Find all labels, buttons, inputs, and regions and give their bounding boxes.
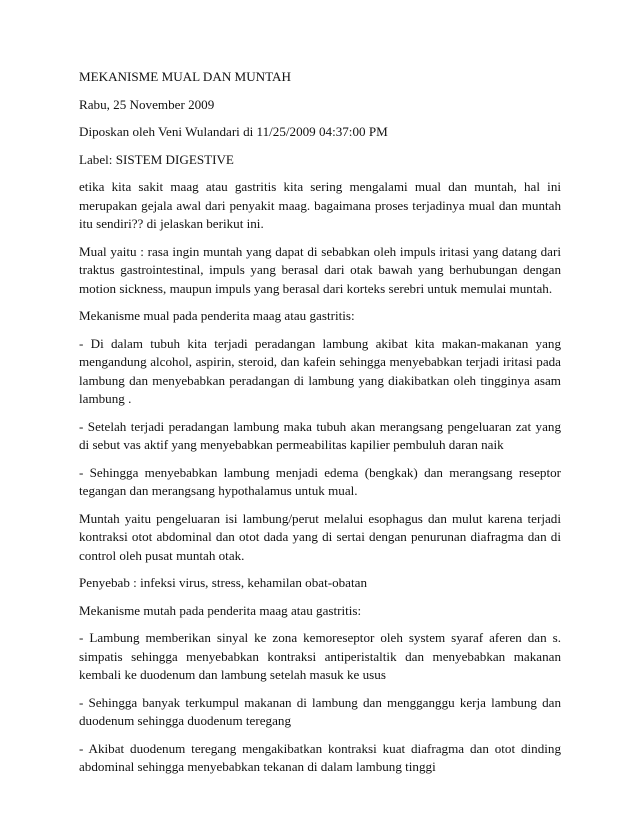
post-label: Label: SISTEM DIGESTIVE (79, 151, 234, 167)
paragraph-muntah-step-3: - Akibat duodenum teregang mengakibatkan kontraksi kuat diafragma dan otot dinding abdominal sehingga menyebabkan tekanan di dalam lambung tinggi (79, 740, 561, 774)
paragraph-muntah-step-2: - Sehingga banyak terkumpul makanan di lambung dan mengganggu kerja lambung dan duodenum sehingga duodenum teregang (79, 694, 561, 728)
document-page (79, 68, 561, 786)
paragraph-muntah-step-1: - Lambung memberikan sinyal ke zona kemoreseptor oleh system syaraf aferen dan s. simpatis sehingga menyebabkan kontraksi antiperistaltik dan menyebabkan makanan kembali ke duodenum dan lambung setelah masuk ke usus (79, 630, 561, 682)
paragraph-mual-mechanism-heading: Mekanisme mual pada penderita maag atau gastritis: (79, 308, 355, 323)
paragraph-mual-step-1: - Di dalam tubuh kita terjadi peradangan lambung akibat kita makan-makanan yang mengandung alcohol, aspirin, steroid, dan kafein sehingga menyebabkan terjadi iritasi pada lambung dan menyebabkan peradangan di lambung yang diakibatkan oleh tingginya asam lambung . (79, 335, 561, 406)
paragraph-mual-definition: Mual yaitu : rasa ingin muntah yang dapat di sebabkan oleh impuls iritasi yang datang dari traktus gastrointestinal, impuls yang berasal dari otak bawah yang berhubungan dengan motion sickness, maupun impuls yang berasal dari korteks serebri untuk memulai muntah. (79, 243, 561, 296)
paragraph-muntah-definition: Muntah yaitu pengeluaran isi lambung/perut melalui esophagus dan mulut karena terjadi kontraksi otot abdominal dan otot dada yang di sertai dengan penurunan diafragma dan di control oleh pusat muntah otak. (79, 510, 561, 563)
post-date: Rabu, 25 November 2009 (79, 96, 215, 112)
paragraph-mual-step-3: - Sehingga menyebabkan lambung menjadi edema (bengkak) dan merangsang reseptor tegangan dan merangsang hypothalamus untuk mual. (79, 464, 561, 498)
paragraph-muntah-mechanism-heading: Mekanisme mutah pada penderita maag atau gastritis: (79, 602, 362, 618)
paragraph-mual-step-2: - Setelah terjadi peradangan lambung maka tubuh akan merangsang pengeluaran zat yang di sebut vas aktif yang menyebabkan permeabilitas kapilier pembuluh daran naik (79, 418, 561, 452)
paragraph-penyebab: Penyebab : infeksi virus, stress, kehamilan obat-obatan (79, 575, 367, 590)
paragraph-intro: etika kita sakit maag atau gastritis kita sering mengalami mual dan muntah, hal ini merupakan gejala awal dari penyakit maag. bagaimana proses terjadinya mual dan muntah itu sendiri?? di jelaskan berikut ini. (79, 179, 561, 231)
document-title: MEKANISME MUAL DAN MUNTAH (79, 69, 291, 84)
posted-by: Diposkan oleh Veni Wulandari di 11/25/2009 04:37:00 PM (79, 124, 388, 139)
